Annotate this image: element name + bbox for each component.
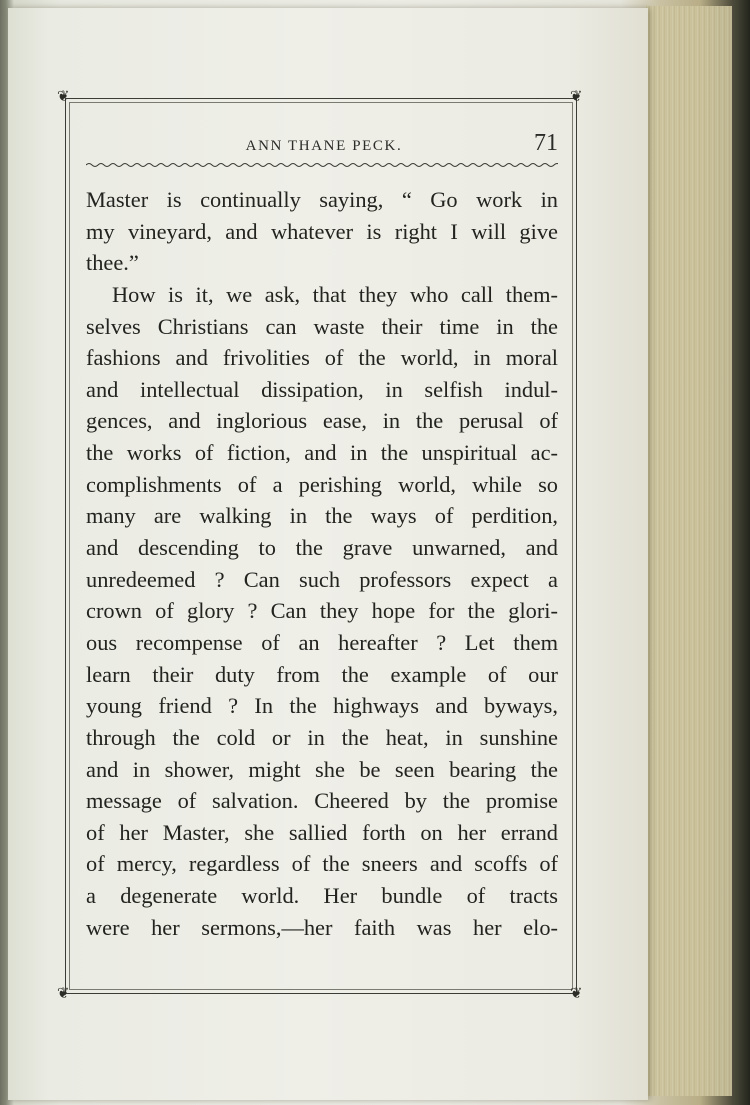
corner-ornament-icon: ❦ (57, 984, 70, 1002)
book-cover-edge (734, 0, 750, 1105)
text-line: the works of fiction, and in the unspiritual ac- (86, 440, 558, 466)
text-line: ous recompense of an hereafter ? Let them (86, 629, 558, 655)
text-line: thee.” (86, 250, 139, 276)
text-line: and descending to the grave unwarned, and (86, 535, 558, 561)
wavy-rule (86, 160, 558, 170)
text-line: through the cold or in the heat, in sunshine (86, 724, 558, 750)
text-line: gences, and inglorious ease, in the perusal of (86, 408, 558, 434)
text-line: learn their duty from the example of our (86, 661, 558, 687)
text-line: of her Master, she sallied forth on her errand (86, 819, 558, 845)
corner-ornament-icon: ❦ (57, 87, 70, 105)
text-line: Master is continually saying, “ Go work in (86, 187, 558, 212)
text-line: crown of glory ? Can they hope for the glori- (86, 598, 558, 624)
page-edges (646, 6, 732, 1096)
text-line: of mercy, regardless of the sneers and scoffs of (86, 851, 558, 877)
text-line: fashions and frivolities of the world, in moral (86, 345, 558, 371)
text-line: How is it, we ask, that they who call them- (112, 281, 558, 307)
text-line: and intellectual dissipation, in selfish indul- (86, 376, 558, 402)
text-line: and in shower, might she be seen bearing the (86, 756, 558, 782)
text-line: my vineyard, and whatever is right I will give (86, 218, 558, 244)
corner-ornament-icon: ❦ (570, 984, 583, 1002)
running-header (88, 130, 560, 160)
text-line: were her sermons,—her faith was her elo- (86, 914, 558, 940)
running-title: ANN THANE PECK. (245, 138, 403, 154)
text-line: unredeemed ? Can such professors expect a (86, 566, 558, 592)
text-line: many are walking in the ways of perdition, (86, 503, 558, 529)
body-text (86, 184, 558, 943)
text-line: selves Christians can waste their time in the (86, 313, 558, 339)
text-line: young friend ? In the highways and byways, (86, 693, 558, 719)
text-line: message of salvation. Cheered by the promise (86, 788, 558, 814)
corner-ornament-icon: ❦ (570, 87, 583, 105)
text-line: a degenerate world. Her bundle of tracts (86, 883, 558, 909)
text-line: complishments of a perishing world, while so (86, 471, 558, 497)
page-number: 71 (534, 130, 558, 156)
